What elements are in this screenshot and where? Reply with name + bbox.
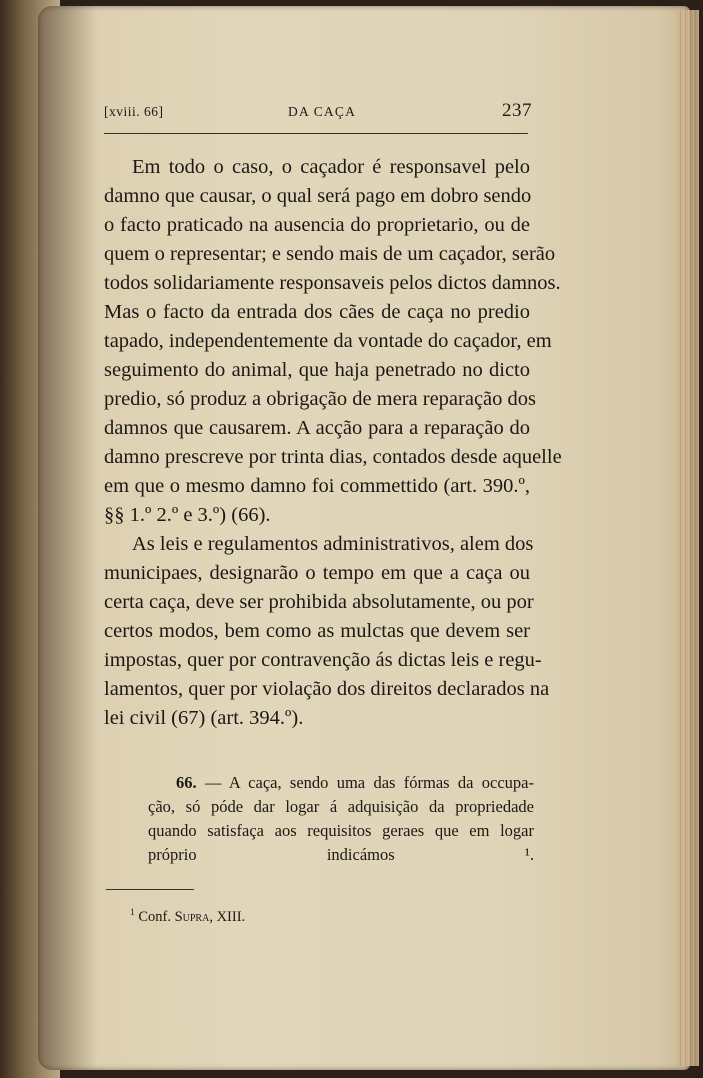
header-rule (104, 133, 528, 134)
page-number: 237 (502, 100, 532, 121)
body-line: certos modos, bem como as mulctas que devem ser (104, 620, 530, 642)
footnote-rule (106, 889, 194, 890)
body-line: tapado, independentemente da vontade do caçador, em (104, 330, 552, 352)
footnote (130, 908, 245, 926)
body-line: damno que causar, o qual será pago em dobro sendo (104, 185, 532, 207)
running-head-section: [xviii. 66] (104, 104, 164, 119)
note-line: quando satisfaça aos requisitos geraes que em logar (148, 821, 534, 840)
body-line: municipaes, designarão o tempo em que a caça ou (104, 562, 530, 584)
body-line: impostas, quer por contravenção ás dictas leis e regu- (104, 649, 542, 671)
spine-shadow (38, 6, 98, 1070)
body-line: seguimento do animal, que haja penetrado no dicto (104, 359, 530, 381)
body-line: predio, só produz a obrigação de mera reparação dos (104, 388, 537, 410)
footnote-text-before: Conf. (138, 908, 175, 925)
body-line: certa caça, deve ser prohibida absolutamente, ou por (104, 591, 534, 613)
body-line: §§ 1.º 2.º e 3.º) (66). (104, 504, 271, 526)
footnote-ref: Supra (174, 908, 210, 925)
note-line (176, 772, 534, 793)
body-line: damnos que causarem. A acção para a reparação do (104, 417, 530, 439)
body-line: Em todo o caso, o caçador é responsavel pelo (132, 156, 530, 178)
note-line: ção, só póde dar logar á adquisição da propriedade (148, 797, 534, 816)
body-line: todos solidariamente responsaveis pelos dictos damnos. (104, 272, 561, 294)
note-text: — A caça, sendo uma das fórmas da occupa- (204, 773, 534, 792)
running-head-title: DA CAÇA (288, 104, 357, 119)
footnote-marker: 1 (130, 908, 135, 918)
body-line: lamentos, quer por violação dos direitos declarados na (104, 678, 550, 700)
page-stack-edge (677, 10, 699, 1066)
footnote-text-after: , XIII. (209, 908, 246, 925)
body-line: As leis e regulamentos administrativos, alem dos (132, 533, 534, 555)
body-line: quem o representar; e sendo mais de um caçador, serão (104, 243, 556, 265)
body-line: lei civil (67) (art. 394.º). (104, 707, 304, 729)
body-line: em que o mesmo damno foi commettido (art. 390.º, (104, 475, 530, 497)
note-line: próprio indicámos ¹. (148, 845, 534, 864)
note-number: 66. (176, 773, 197, 792)
body-line: Mas o facto da entrada dos cães de caça no predio (104, 301, 530, 323)
body-line: o facto praticado na ausencia do proprietario, ou de (104, 214, 530, 236)
body-line: damno prescreve por trinta dias, contados desde aquelle (104, 446, 562, 468)
